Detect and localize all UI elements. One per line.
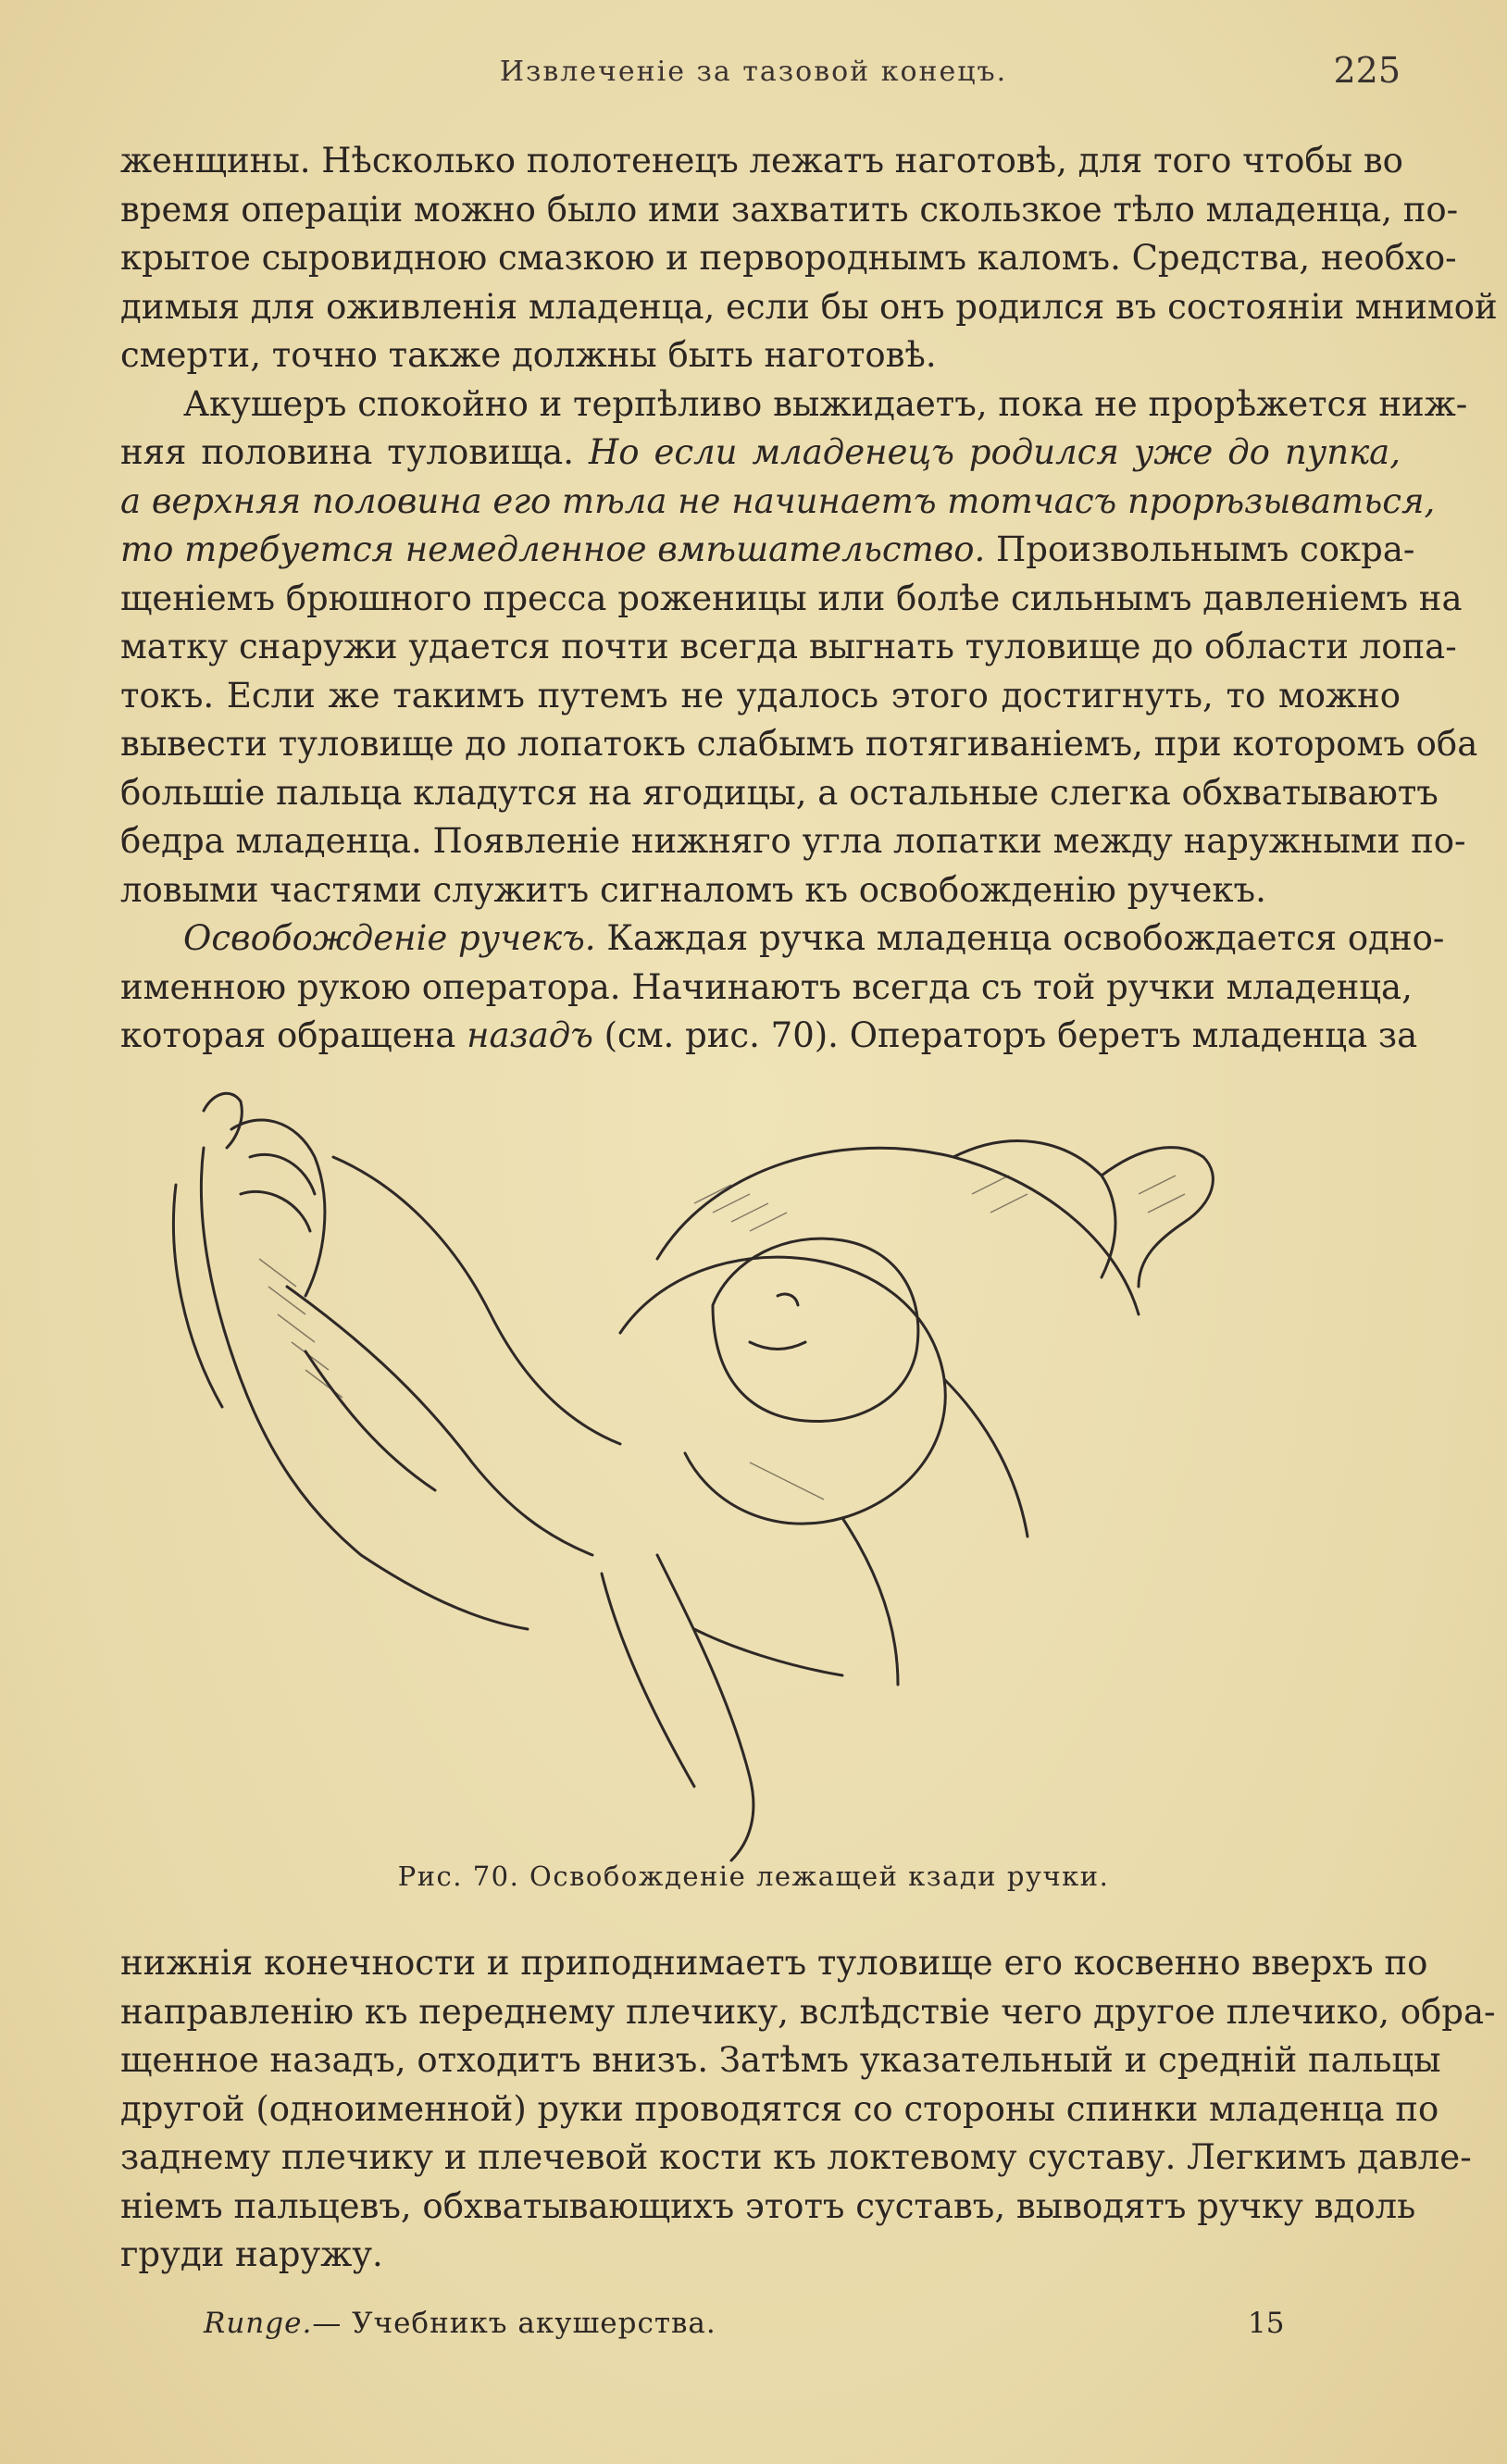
text-line: время операціи можно было ими захватить скользкое тѣло младенца, по- [120,189,1459,230]
running-title: Извлеченіе за тазовой конецъ. [499,56,1008,88]
italic-text: назадъ [467,1015,593,1055]
text-line: которая обращена назадъ (см. рис. 70). Операторъ беретъ младенца за [120,1015,1418,1055]
text-line: вывести туловище до лопатокъ слабымъ потягиваніемъ, при которомъ оба [120,724,1478,764]
text-line: димыя для оживленія младенца, если бы онъ родился въ состояніи мнимой [120,286,1498,327]
italic-text: Но если младенецъ родился уже до пупка, [588,432,1401,472]
text-line: токъ. Если же такимъ путемъ не удалось этого достигнуть, то можно [120,675,1401,716]
text-line: смерти, точно также должны быть наготовѣ. [120,335,937,375]
text-line: Освобожденіе ручекъ. Каждая ручка младенца освобождается одно- [183,918,1445,958]
text-line: женщины. Нѣсколько полотенецъ лежатъ наготовѣ, для того чтобы во [120,141,1403,180]
text-line [120,478,1436,527]
footer-book-title: Runge.— Учебникъ акушерства. [204,2307,716,2340]
body-text-bottom [120,1939,1496,2280]
text-line: заднему плечику и плечевой кости къ локтевому суставу. Легкимъ давле- [120,2137,1472,2177]
text-line: именною рукою оператора. Начинаютъ всегда съ той ручки младенца, [120,966,1413,1007]
text-line: нижнія конечности и приподнимаетъ туловище его косвенно вверхъ по [120,1943,1428,1983]
text-line: направленію къ переднему плечику, вслѣдствіе чего другое плечико, обра- [120,1991,1496,2032]
italic-text: Освобожденіе ручекъ. [183,918,596,958]
text-line: ніемъ пальцевъ, обхватывающихъ этотъ суставъ, выводятъ ручку вдоль [120,2185,1416,2226]
text-line: крытое сыровидною смазкою и первороднымъ каломъ. Средства, необхо- [120,238,1457,278]
text-line: щеніемъ брюшного пресса роженицы или болѣе сильнымъ давленіемъ на [120,578,1463,618]
figure-caption: Рис. 70. Освобожденіе лежащей кзади ручки. [397,1860,1110,1892]
figure-illustration [139,1074,1379,1870]
text-line: другой (одноименной) руки проводятся со стороны спинки младенца по [120,2088,1439,2129]
page-header [0,46,1507,102]
text-line: бедра младенца. Появленіе нижняго угла лопатки между наружными по- [120,821,1466,861]
page-footer [0,2307,1507,2353]
body-text-top [120,137,1498,1061]
text-line: большіе пальца кладутся на ягодицы, а остальные слегка обхватываютъ [120,772,1438,813]
text-line: груди наружу. [120,2234,383,2274]
page-number: 225 [1333,50,1401,91]
text-line: Акушеръ спокойно и терпѣливо выжидаетъ, пока не прорѣжется ниж- [183,383,1468,424]
italic-text: то требуется немедленное вмѣшательство. [120,529,986,569]
author-name: Runge. [204,2307,313,2340]
signature-mark: 15 [1248,2307,1285,2340]
text-line: то требуется немедленное вмѣшательство. Произвольнымъ сокра- [120,529,1415,569]
italic-text: а верхняя половина его тѣла не начинаетъ тотчасъ прорѣзываться, [120,480,1436,521]
text-line: матку снаружи удается почти всегда выгнать туловище до области лопа- [120,627,1457,666]
text-line: няя половина туловища. Но если младенецъ родился уже до пупка, [120,432,1401,472]
text-line: щенное назадъ, отходитъ внизъ. Затѣмъ указательный и средній пальцы [120,2040,1441,2080]
text-line: ловыми частями служитъ сигналомъ къ освобожденію ручекъ. [120,869,1266,910]
